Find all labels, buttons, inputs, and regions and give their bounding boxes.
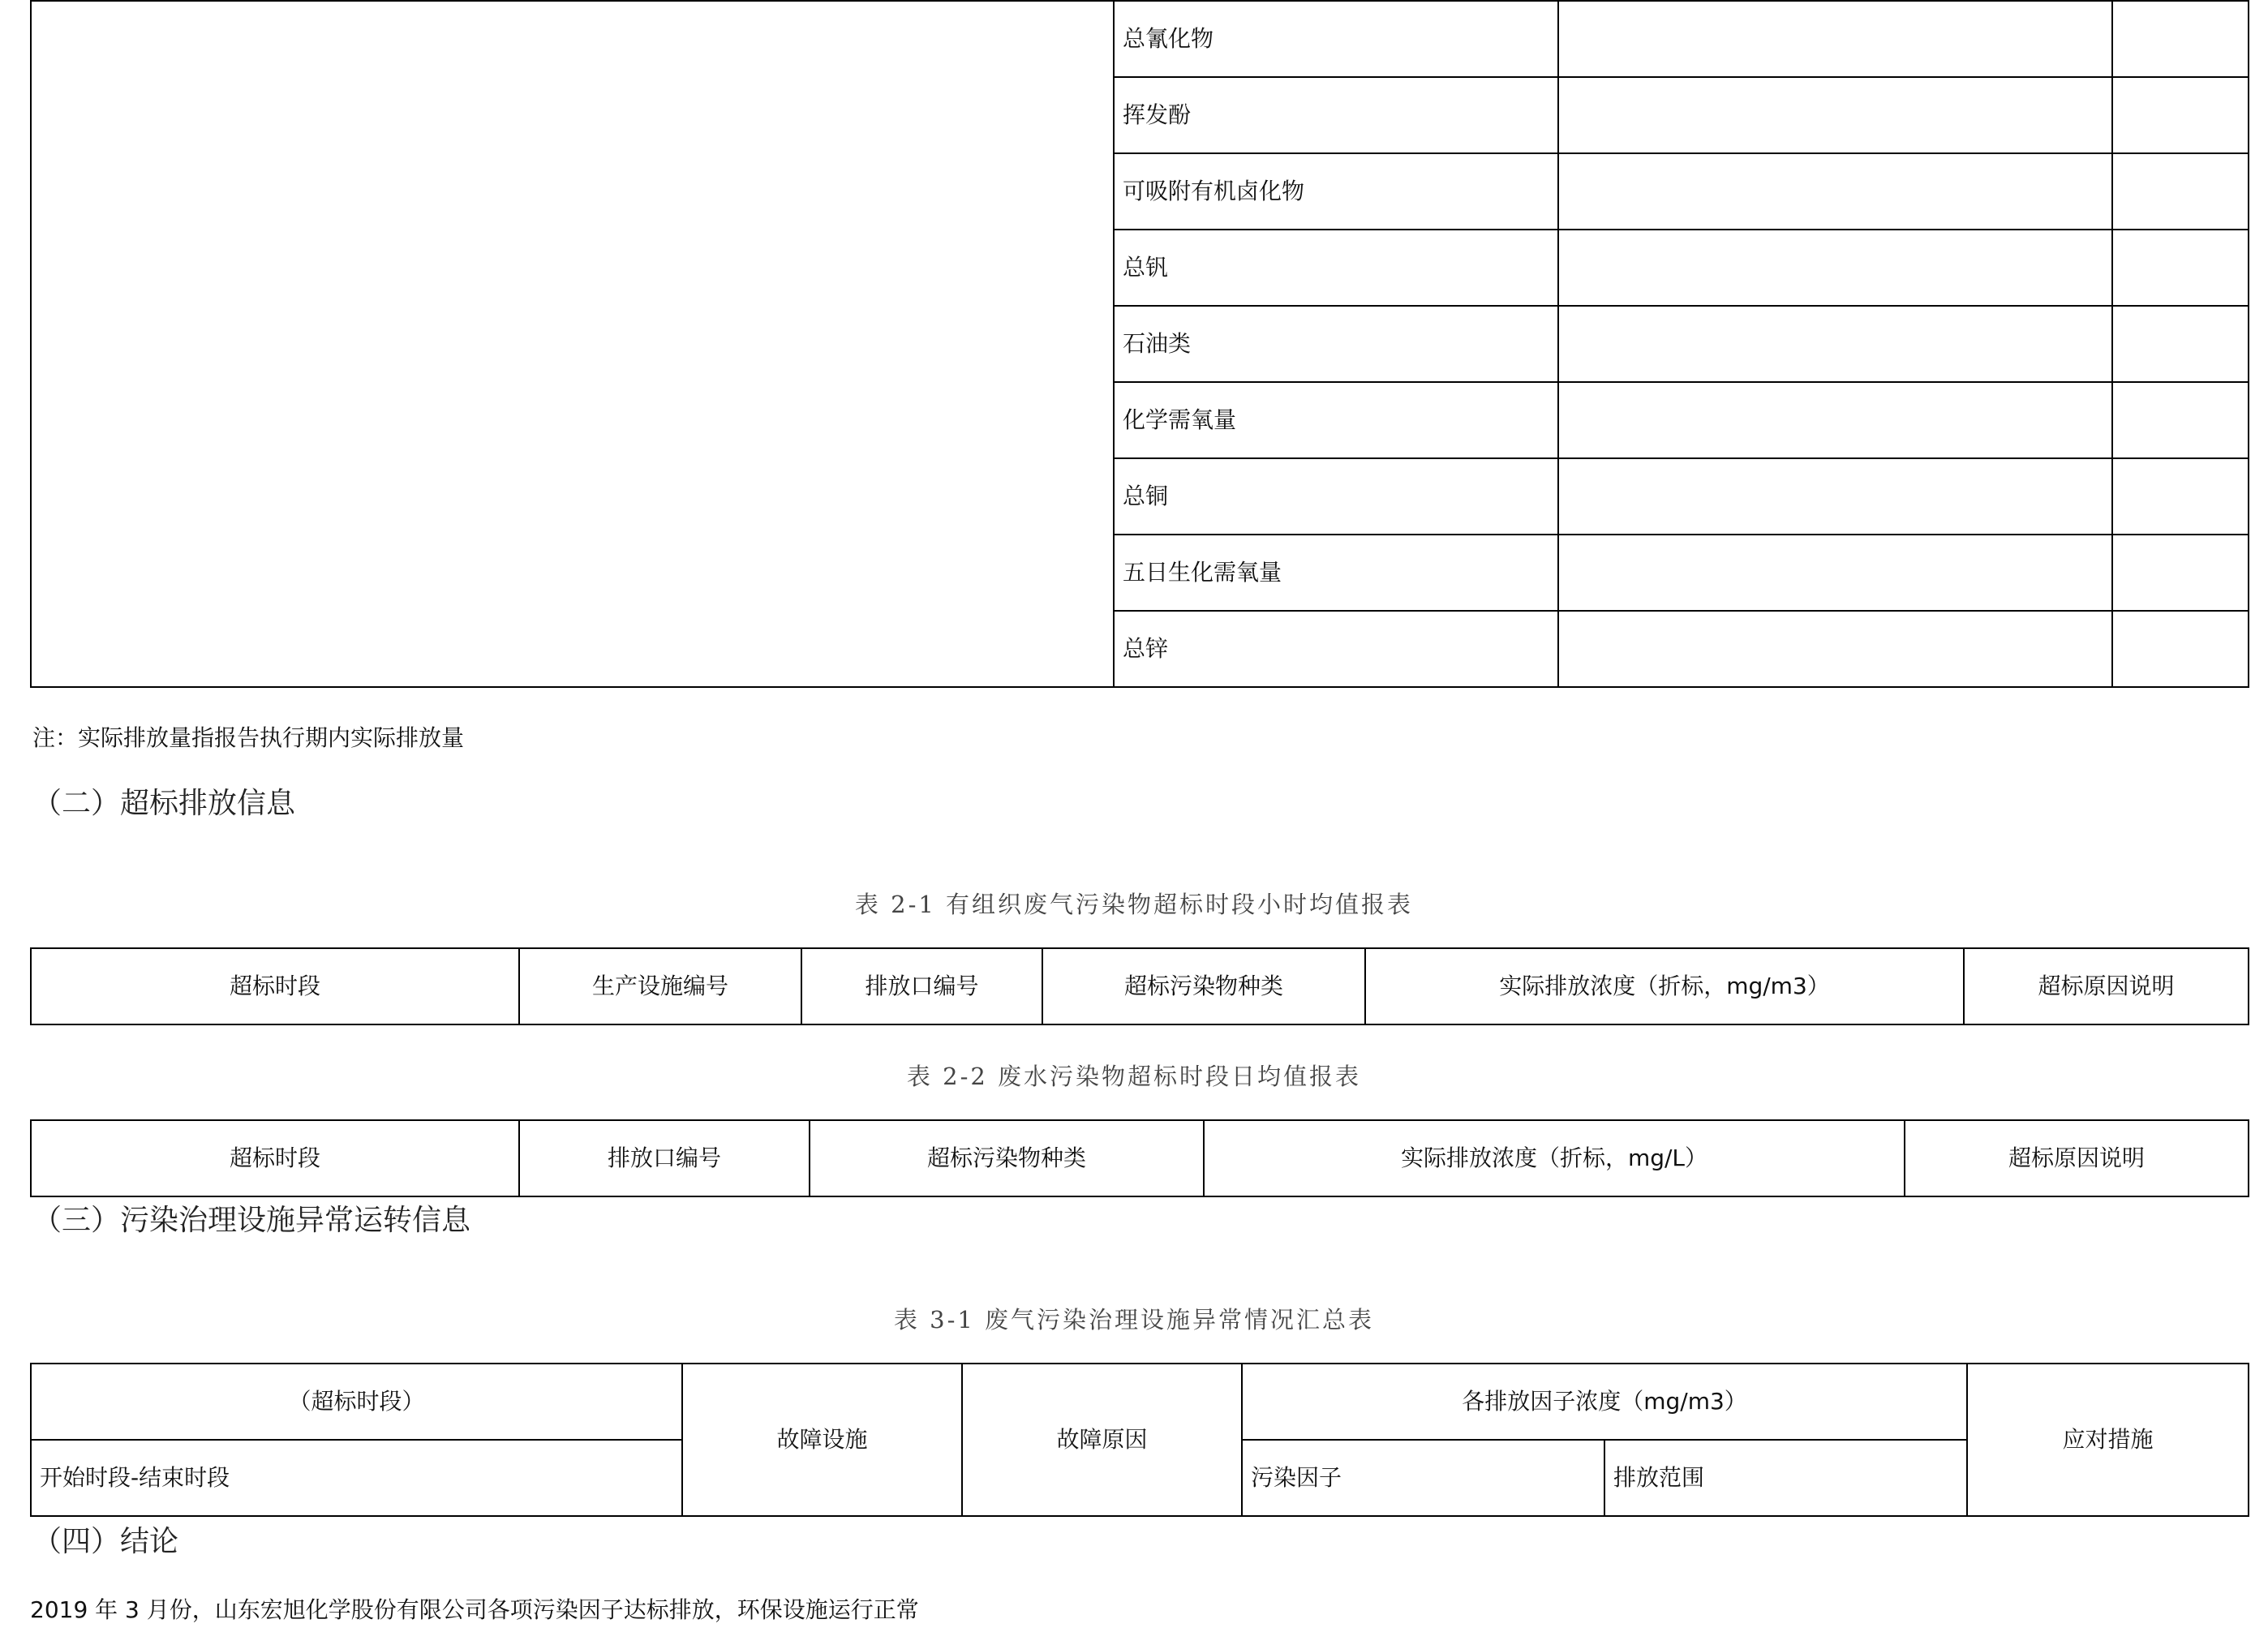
column-header: 排放口编号 [519,1120,810,1196]
value-cell [2112,1,2249,77]
value-cell [2112,230,2249,306]
table-caption-3-1: 表 3-1 废气污染治理设施异常情况汇总表 [893,1306,1375,1334]
value-cell [1558,306,2112,382]
table-3-1 [30,1363,2249,1517]
value-cell [1558,382,2112,458]
blank-merged-cell [31,1,1114,687]
table-2-2 [30,1119,2249,1197]
table-header-row [31,1364,2249,1440]
table-2-1 [30,947,2249,1025]
pollutant-name: 总氰化物 [1114,1,1558,77]
column-header: 实际排放浓度（折标，mg/L） [1204,1120,1905,1196]
value-cell [2112,77,2249,153]
column-header: 超标污染物种类 [1042,948,1365,1024]
column-header: 生产设施编号 [519,948,801,1024]
table-header-row [31,948,2249,1024]
pollutant-name: 总铜 [1114,458,1558,535]
pollutant-name: 挥发酚 [1114,77,1558,153]
fault-facility-header: 故障设施 [682,1364,962,1516]
column-header: 超标时段 [31,1120,519,1196]
section-heading-2: （二）超标排放信息 [32,787,296,820]
concentration-header: 各排放因子浓度（mg/m3） [1242,1364,1967,1440]
value-cell [1558,458,2112,535]
value-cell [2112,306,2249,382]
table-caption-2-2: 表 2-2 废水污染物超标时段日均值报表 [906,1063,1362,1090]
column-header: 超标原因说明 [1905,1120,2249,1196]
period-header: （超标时段） [31,1364,682,1440]
column-header: 实际排放浓度（折标，mg/m3） [1365,948,1964,1024]
column-header: 超标原因说明 [1964,948,2249,1024]
value-cell [2112,611,2249,687]
measures-header: 应对措施 [1967,1364,2249,1516]
pollutant-name: 总钒 [1114,230,1558,306]
pollutant-name: 总锌 [1114,611,1558,687]
column-header: 超标时段 [31,948,519,1024]
pollutant-name: 可吸附有机卤化物 [1114,153,1558,230]
fault-reason-header: 故障原因 [962,1364,1242,1516]
table-note: 注：实际排放量指报告执行期内实际排放量 [32,724,465,751]
table-row [31,1,2249,77]
conclusion-text: 2019 年 3 月份，山东宏旭化学股份有限公司各项污染因子达标排放，环保设施运行正常 [30,1596,919,1623]
pollutant-name: 石油类 [1114,306,1558,382]
column-header: 超标污染物种类 [810,1120,1204,1196]
pollutant-name: 五日生化需氧量 [1114,535,1558,611]
table-caption-2-1: 表 2-1 有组织废气污染物超标时段小时均值报表 [854,891,1414,918]
value-cell [2112,382,2249,458]
column-header: 排放口编号 [801,948,1042,1024]
value-cell [1558,611,2112,687]
pollutant-table [30,0,2249,688]
value-cell [1558,153,2112,230]
value-cell [1558,535,2112,611]
value-cell [1558,230,2112,306]
value-cell [2112,458,2249,535]
emission-range-header: 排放范围 [1604,1440,1967,1516]
value-cell [2112,153,2249,230]
pollutant-factor-header: 污染因子 [1242,1440,1604,1516]
value-cell [1558,77,2112,153]
table-header-row [31,1120,2249,1196]
value-cell [2112,535,2249,611]
pollutant-name: 化学需氧量 [1114,382,1558,458]
section-heading-4: （四）结论 [32,1525,179,1558]
section-heading-3: （三）污染治理设施异常运转信息 [32,1204,471,1237]
period-subheader: 开始时段-结束时段 [31,1440,682,1516]
value-cell [1558,1,2112,77]
